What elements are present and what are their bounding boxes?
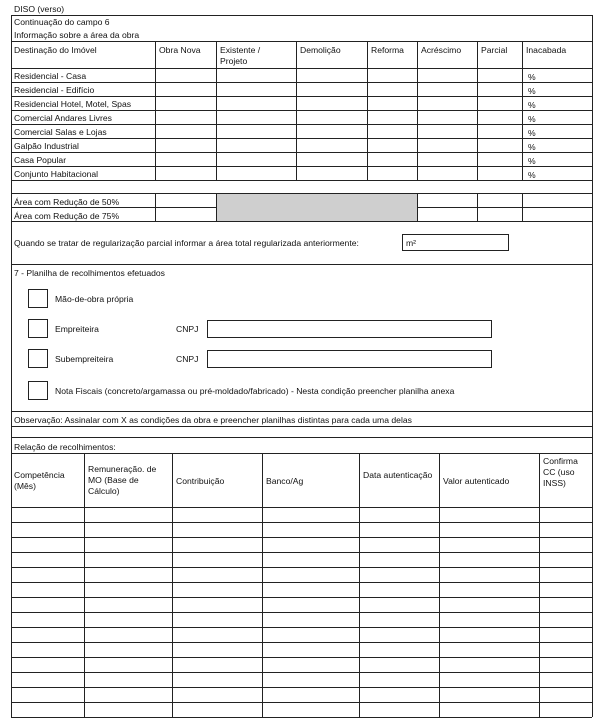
subempreiteira-checkbox[interactable] [28, 349, 48, 368]
outer-border-right [592, 15, 593, 717]
rule [172, 453, 173, 717]
rule [522, 193, 523, 221]
rule [11, 567, 592, 568]
col-confirma-cc: Confirma CC (uso INSS) [543, 456, 578, 488]
rule [11, 138, 592, 139]
rule [367, 41, 368, 180]
empreiteira-cnpj-field[interactable] [207, 320, 492, 338]
col-competencia: Competência (Mês) [14, 470, 65, 491]
percent-mark: % [528, 100, 536, 110]
outer-border-bottom [11, 717, 592, 718]
col-contribuicao: Contribuição [176, 476, 225, 486]
rule [11, 657, 592, 658]
rule [417, 193, 418, 221]
rule [84, 453, 85, 717]
rule [11, 264, 592, 265]
rule [11, 426, 592, 427]
notas-fiscais-label: Nota Fiscais (concreto/argamassa ou pré-moldado/fabricado) - Nesta condição preencher planilha anexa [55, 386, 455, 396]
mao-de-obra-label: Mão-de-obra própria [55, 294, 134, 304]
col-data-autenticacao: Data autenticação [363, 470, 433, 480]
row-label: Conjunto Habitacional [14, 169, 99, 179]
rule [216, 41, 217, 180]
regularizacao-label: Quando se tratar de regularização parcial informar a área total regularizada anteriormente: [14, 238, 359, 248]
rule [11, 82, 592, 83]
area-info-label: Informação sobre a área da obra [14, 30, 140, 40]
row-label: Residencial - Casa [14, 71, 87, 81]
col-banco: Banco/Ag [266, 476, 304, 486]
subempreiteira-cnpj-label: CNPJ [176, 354, 199, 364]
row-label: Comercial Salas e Lojas [14, 127, 107, 137]
rule [11, 411, 592, 412]
rule [417, 41, 418, 180]
observacao-text: Observação: Assinalar com X as condições da obra e preencher planilhas distintas para cada uma delas [14, 415, 412, 425]
row-label: Casa Popular [14, 155, 67, 165]
rule [11, 152, 592, 153]
rule [11, 672, 592, 673]
reduction-50-label: Área com Redução de 50% [14, 197, 120, 207]
row-label: Galpão Industrial [14, 141, 79, 151]
percent-mark: % [528, 114, 536, 124]
continuation-label: Continuação do campo 6 [14, 17, 110, 27]
rule [477, 193, 478, 221]
rule [155, 193, 156, 221]
rule [11, 612, 592, 613]
rule [539, 453, 540, 717]
rule [439, 453, 440, 717]
subempreiteira-cnpj-field[interactable] [207, 350, 492, 368]
outer-border-top [11, 15, 592, 16]
rule [11, 687, 592, 688]
rule [477, 41, 478, 180]
percent-mark: % [528, 72, 536, 82]
rule [11, 702, 592, 703]
empreiteira-checkbox[interactable] [28, 319, 48, 338]
col-demolicao: Demolição [300, 45, 341, 55]
row-label: Residencial Hotel, Motel, Spas [14, 99, 132, 109]
rule [359, 453, 360, 717]
rule [11, 166, 592, 167]
rule [11, 221, 592, 222]
row-label: Comercial Andares Livres [14, 113, 112, 123]
notas-fiscais-checkbox[interactable] [28, 381, 48, 400]
rule [11, 110, 592, 111]
rule [262, 453, 263, 717]
empreiteira-cnpj-label: CNPJ [176, 324, 199, 334]
percent-mark: % [528, 86, 536, 96]
col-parcial: Parcial [481, 45, 508, 55]
empreiteira-label: Empreiteira [55, 324, 99, 334]
col-remuneracao: Remuneração. de MO (Base de Cálculo) [88, 464, 157, 496]
rule [155, 41, 156, 180]
col-obra-nova: Obra Nova [159, 45, 201, 55]
rule [11, 96, 592, 97]
rule [11, 68, 592, 69]
rule [11, 507, 592, 508]
form-title: DISO (verso) [14, 4, 65, 14]
col-acrescimo: Acréscimo [421, 45, 462, 55]
col-existente: Existente / Projeto [220, 45, 261, 66]
col-valor-autenticado: Valor autenticado [443, 476, 510, 486]
col-reforma: Reforma [371, 45, 404, 55]
subempreiteira-label: Subempreiteira [55, 354, 114, 364]
recolhimentos-title: Relação de recolhimentos: [14, 442, 116, 452]
rule [11, 537, 592, 538]
rule [11, 582, 592, 583]
section7-title: 7 - Planilha de recolhimentos efetuados [14, 268, 165, 278]
rule [11, 627, 592, 628]
rule [11, 124, 592, 125]
percent-mark: % [528, 156, 536, 166]
rule [522, 41, 523, 180]
regularizacao-area-field[interactable] [402, 234, 509, 251]
col-destinacao: Destinação do Imóvel [14, 45, 97, 55]
rule [11, 642, 592, 643]
rule [11, 597, 592, 598]
rule [11, 453, 592, 454]
col-inacabada: Inacabada [526, 45, 567, 55]
rule [11, 180, 592, 181]
row-label: Residencial - Edifício [14, 85, 95, 95]
rule [11, 522, 592, 523]
percent-mark: % [528, 142, 536, 152]
rule [296, 41, 297, 180]
shaded-cell [217, 194, 417, 221]
percent-mark: % [528, 170, 536, 180]
unit-m2: m² [406, 238, 417, 248]
rule [11, 552, 592, 553]
mao-de-obra-checkbox[interactable] [28, 289, 48, 308]
rule [11, 437, 592, 438]
percent-mark: % [528, 128, 536, 138]
rule [11, 41, 592, 42]
reduction-75-label: Área com Redução de 75% [14, 211, 120, 221]
